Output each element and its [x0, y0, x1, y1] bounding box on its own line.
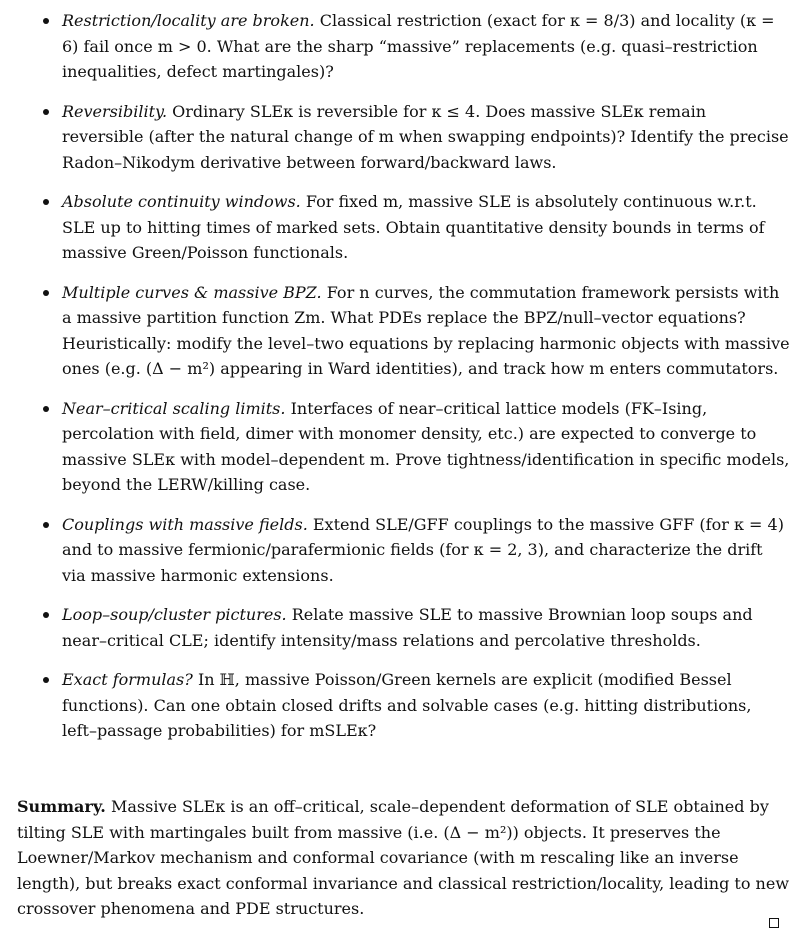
bullet-icon [43, 18, 49, 24]
item-lead: Multiple curves & massive BPZ. [62, 282, 322, 302]
item-text: For fixed m, massive SLE is absolutely continuous w.r.t. SLE up to hitting times of marked sets. Obtain quantitative density bounds in terms of massive Green/Poisson functionals. [62, 192, 765, 262]
item-text: Ordinary SLEκ is reversible for κ ≤ 4. Does massive SLEκ remain reversible (after the natural change of m when swapping endpoints)? Identify the precise Radon–Nikodym derivative between forward/backward laws. [62, 101, 789, 172]
list-item [0, 280, 804, 382]
bullet-icon [43, 199, 49, 205]
bullet-icon [43, 290, 49, 296]
item-lead: Loop–soup/cluster pictures. [62, 605, 287, 624]
item-lead: Restriction/locality are broken. [62, 11, 315, 30]
bullet-icon [43, 406, 49, 412]
item-lead: Exact formulas? [62, 670, 193, 689]
item-text: Extend SLE/GFF couplings to the massive GFF (for κ = 4) and to massive fermionic/parafermionic fields (for κ = 2, 3), and characterize the drift via massive harmonic extensions. [62, 514, 784, 585]
list-item [0, 667, 804, 744]
qed-square-icon [769, 918, 779, 928]
bullet-icon [43, 677, 49, 683]
list-item [0, 512, 804, 589]
open-problems-list [0, 8, 804, 758]
summary-label: Summary. [17, 797, 106, 816]
item-lead: Couplings with massive fields. [62, 514, 308, 534]
bullet-icon [43, 109, 49, 115]
item-text: Relate massive SLE to massive Brownian loop soups and near–critical CLE; identify intensity/mass relations and percolative thresholds. [62, 605, 753, 650]
bullet-icon [43, 612, 49, 618]
item-text: In ℍ, massive Poisson/Green kernels are explicit (modified Bessel functions). Can one obtain closed drifts and solvable cases (e.g. hitting distributions, left–passage probabilities) for mSLEκ? [62, 670, 752, 740]
bullet-icon [43, 522, 49, 528]
item-lead: Reversibility. [62, 101, 168, 121]
list-item [0, 189, 804, 266]
summary-paragraph [17, 794, 789, 922]
item-text: For n curves, the commutation framework persists with a massive partition function Zm. What PDEs replace the BPZ/null–vector equations? Heuristically: modify the level–two equations by replacing harmonic objects with massive ones (e.g. (Δ − m²) appearing in Ward identities), and track how m enters commutators. [62, 282, 790, 378]
list-item [0, 602, 804, 653]
list-item [0, 99, 804, 176]
item-lead: Near–critical scaling limits. [62, 398, 286, 418]
list-item [0, 8, 804, 85]
item-text: Classical restriction (exact for κ = 8/3) and locality (κ = 6) fail once m > 0. What are the sharp “massive” replacements (e.g. quasi–restriction inequalities, defect martingales)? [62, 11, 775, 81]
item-text: Interfaces of near–critical lattice models (FK–Ising, percolation with field, dimer with monomer density, etc.) are expected to converge to massive SLEκ with model–dependent m. Prove tightness/identification in specific models, beyond the LERW/killing case. [62, 398, 790, 494]
summary-text: Massive SLEκ is an off–critical, scale–dependent deformation of SLE obtained by tilting SLE with martingales built from massive (i.e. (Δ − m²)) objects. It preserves the Loewner/Markov mechanism and conformal covariance (with m rescaling like an inverse length), but breaks exact conformal invariance and classical restriction/locality, leading to new crossover phenomena and PDE structures. [17, 797, 790, 918]
item-lead: Absolute continuity windows. [62, 192, 301, 211]
list-item [0, 396, 804, 498]
